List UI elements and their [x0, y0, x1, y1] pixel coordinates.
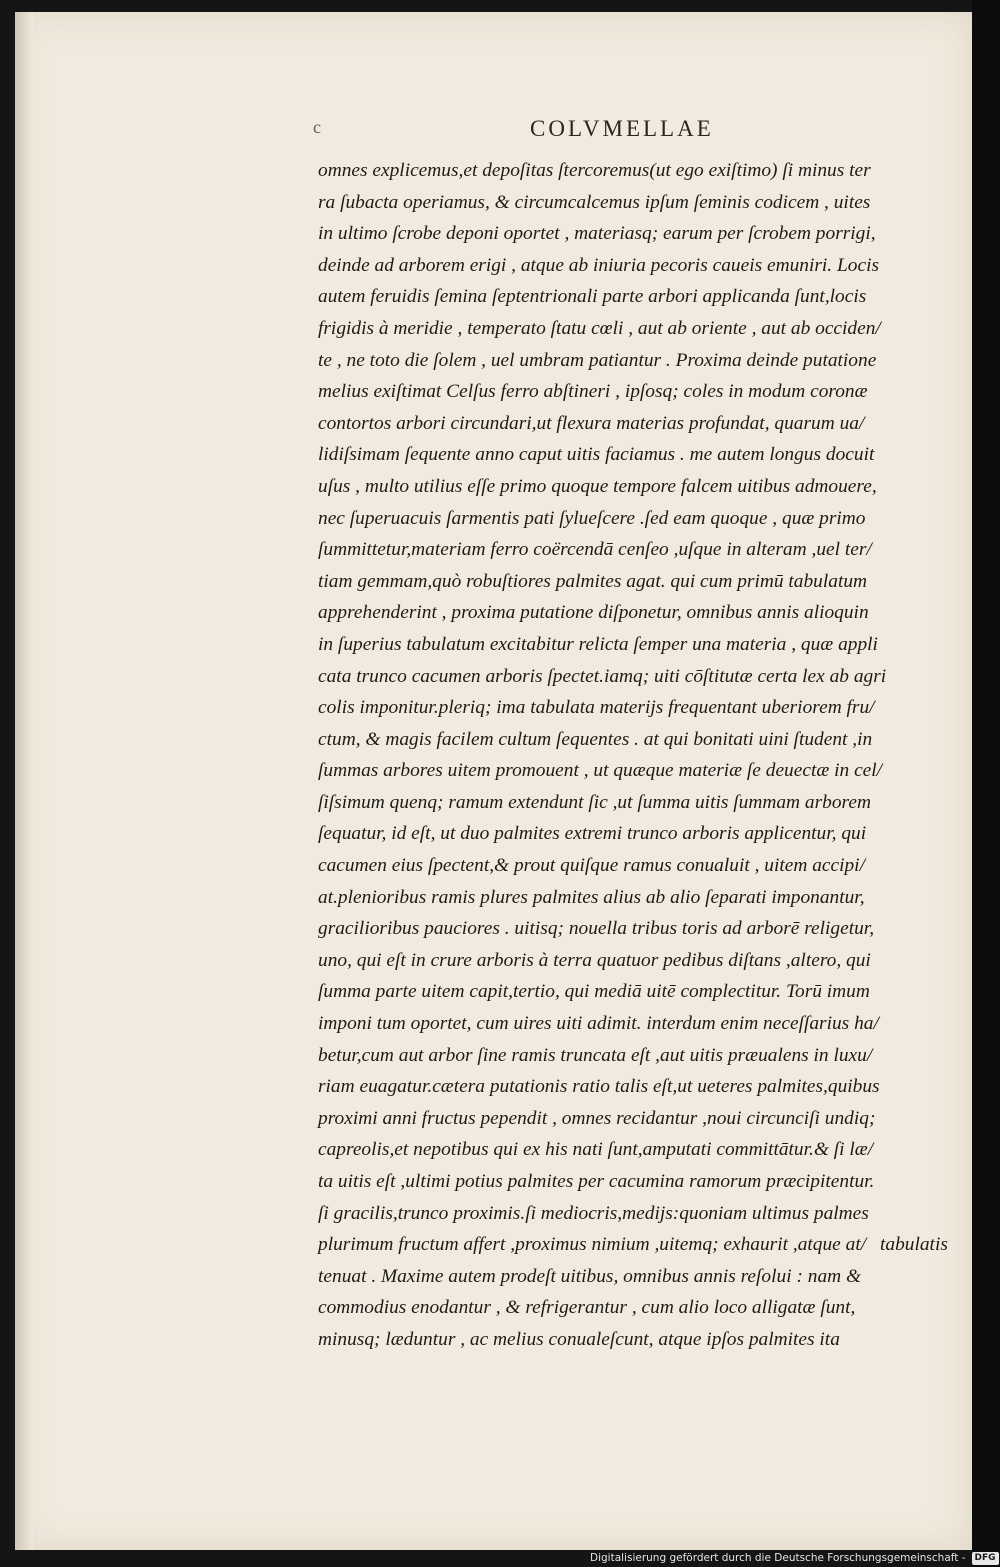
text-line: frigidis à meridie , temperato ſtatu cœli , aut ab oriente , aut ab occiden/ — [318, 317, 881, 339]
text-line: colis imponitur.pleriq; ima tabulata materijs frequentant uberiorem fru/ — [318, 697, 875, 719]
text-line: proximi anni fructus pependit , omnes recidantur ,noui circunciſi undiq; — [318, 1107, 876, 1129]
running-head: COLVMELLAE — [530, 116, 714, 141]
text-line: in ultimo ſcrobe deponi oportet , materiasq; earum per ſcrobem porrigi, — [318, 223, 876, 245]
text-line: ctum, & magis facilem cultum ſequentes . at qui bonitati uini ſtudent ,in — [318, 728, 873, 750]
text-line: uno, qui eſt in crure arboris à terra quatuor pedibus diſtans ,altero, qui — [318, 949, 871, 971]
text-line: nec ſuperuacuis ſarmentis pati ſylueſcere .ſed eam quoque , quæ primo — [318, 507, 866, 529]
text-line: ſi gracilis,trunco proximis.ſi mediocris,medijs:quoniam ultimus palmes — [318, 1202, 869, 1224]
text-line: contortos arbori circundari,ut flexura materias profundat, quarum ua/ — [318, 412, 865, 434]
dfg-logo: DFG — [972, 1552, 999, 1565]
text-line: deinde ad arborem erigi , atque ab iniuria pecoris caueis emuniri. Locis — [318, 254, 880, 276]
text-line: ſummittetur,materiam ferro coërcendā cenſeo ,uſque in alteram ,uel ter/ — [318, 539, 872, 561]
text-line: betur,cum aut arbor ſine ramis truncata eſt ,aut uitis præualens in luxu/ — [318, 1044, 873, 1066]
text-line: gracilioribus pauciores . uitisq; nouella tribus toris ad arborē religetur, — [318, 918, 875, 940]
text-line: omnes explicemus,et depoſitas ſtercoremus(ut ego exiſtimo) ſi minus ter — [318, 160, 871, 181]
digitization-footer — [590, 1549, 1000, 1567]
text-line: cata trunco cacumen arboris ſpectet.iamq; uiti cōſtitutæ certa lex ab agri — [318, 665, 887, 687]
text-line: minusq; læduntur , ac melius conualeſcunt, atque ipſos palmites ita — [318, 1328, 840, 1350]
text-line: tenuat . Maxime autem prodeſt uitibus, omnibus annis reſolui : nam & — [318, 1265, 862, 1287]
corner-mark: c — [313, 117, 321, 137]
funding-credit: Digitalisierung gefördert durch die Deutsche Forschungsgemeinschaft - — [590, 1552, 966, 1564]
text-line: riam euagatur.cætera putationis ratio talis eſt,ut ueteres palmites,quibus — [318, 1076, 880, 1098]
page-gutter — [15, 12, 33, 1550]
body-text — [318, 155, 970, 1356]
text-line: at.plenioribus ramis plures palmites alius ab alio ſeparati imponantur, — [318, 886, 865, 908]
text-line: ra ſubacta operiamus, & circumcalcemus ipſum ſeminis codicem , uites — [318, 191, 871, 213]
text-line: tiam gemmam,quò robuſtiores palmites agat. qui cum primū tabulatum — [318, 570, 868, 592]
text-line: uſus , multo utilius eſſe primo quoque tempore falcem uitibus admouere, — [318, 475, 877, 497]
text-line: ta uitis eſt ,ultimi potius palmites per cacumina ramorum præcipitentur. — [318, 1171, 875, 1192]
text-line: ſumma parte uitem capit,tertio, qui mediā uitē complectitur. Torū imum — [318, 981, 870, 1003]
text-line: commodius enodantur , & refrigerantur , cum alio loco alligatæ ſunt, — [318, 1297, 856, 1319]
catchword: tabulatis — [880, 1234, 948, 1255]
text-line: apprehenderint , proxima putatione diſponetur, omnibus annis alioquin — [318, 602, 869, 624]
text-line: melius exiſtimat Celſus ferro abſtineri , ipſosq; coles in modum coronæ — [318, 381, 868, 403]
text-line: capreolis,et nepotibus qui ex his nati ſunt,amputati committātur.& ſi læ/ — [318, 1139, 874, 1161]
text-line: cacumen eius ſpectent,& prout quiſque ramus conualuit , uitem accipi/ — [318, 855, 865, 877]
text-line: ſiſsimum quenq; ramum extendunt ſic ,ut ſumma uitis ſummam arborem — [318, 791, 871, 813]
text-line: te , ne toto die ſolem , uel umbram patiantur . Proxima deinde putatione — [318, 349, 877, 371]
text-line: ſummas arbores uitem promouent , ut quæque materiæ ſe deuectæ in cel/ — [318, 760, 883, 782]
text-line: autem feruidis ſemina ſeptentrionali parte arbori applicanda ſunt,locis — [318, 286, 867, 308]
text-line: in ſuperius tabulatum excitabitur relicta ſemper una materia , quæ appli — [318, 633, 878, 655]
scan-border-right — [972, 0, 1000, 1567]
text-line: plurimum fructum affert ,proximus nimium ,uitemq; exhaurit ,atque at/ — [318, 1234, 867, 1256]
text-line: imponi tum oportet, cum uires uiti adimit. interdum enim neceſſarius ha/ — [318, 1013, 879, 1035]
text-line: ſequatur, id eſt, ut duo palmites extremi trunco arboris applicentur, qui — [318, 823, 867, 845]
text-line: lidiſsimam ſequente anno caput uitis faciamus . me autem longus docuit — [318, 444, 875, 466]
